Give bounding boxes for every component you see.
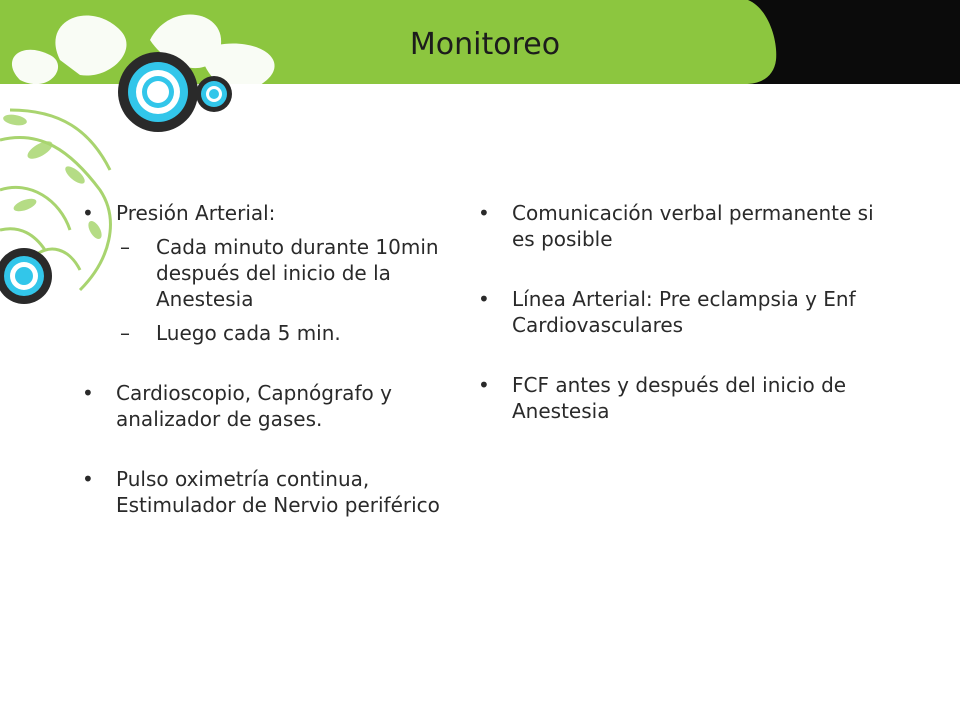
bullet-text: Cardioscopio, Capnógrafo y analizador de gases. (116, 381, 392, 431)
circle-icon-left (0, 248, 52, 304)
bullet-text: Comunicación verbal permanente si es posible (512, 201, 874, 251)
bullet-glyph: • (82, 467, 94, 491)
bullet-text: FCF antes y después del inicio de Anestesia (512, 373, 847, 423)
sub-bullet-text: Luego cada 5 min. (156, 321, 341, 345)
bullet-text: Pulso oximetría continua, Estimulador de Nervio periférico (116, 467, 440, 517)
bullet-text: Línea Arterial: Pre eclampsia y Enf Cardiovasculares (512, 287, 856, 337)
bullet-text: Presión Arterial: (116, 201, 276, 225)
left-column (82, 200, 462, 518)
bullet-glyph: • (478, 373, 490, 397)
right-column (478, 200, 898, 424)
sub-bullet-text: Cada minuto durante 10min después del inicio de la Anestesia (156, 235, 439, 311)
slide-title: Monitoreo (409, 27, 561, 62)
bullet-glyph: • (82, 381, 94, 405)
bullet-glyph: • (478, 287, 490, 311)
bullet-glyph: • (82, 201, 94, 225)
bullet-item (82, 466, 462, 518)
bullet-item (82, 380, 462, 432)
bullet-glyph: • (478, 201, 490, 225)
sub-bullet-item (82, 320, 462, 346)
bullet-item (478, 372, 898, 424)
bullet-item (478, 200, 898, 252)
bullet-item (82, 200, 462, 226)
bullet-item (478, 286, 898, 338)
circle-icon-small (196, 76, 232, 112)
dash-glyph: – (120, 235, 130, 259)
circle-icon-large (118, 52, 198, 132)
dash-glyph: – (120, 321, 130, 345)
sub-bullet-item (82, 234, 462, 312)
